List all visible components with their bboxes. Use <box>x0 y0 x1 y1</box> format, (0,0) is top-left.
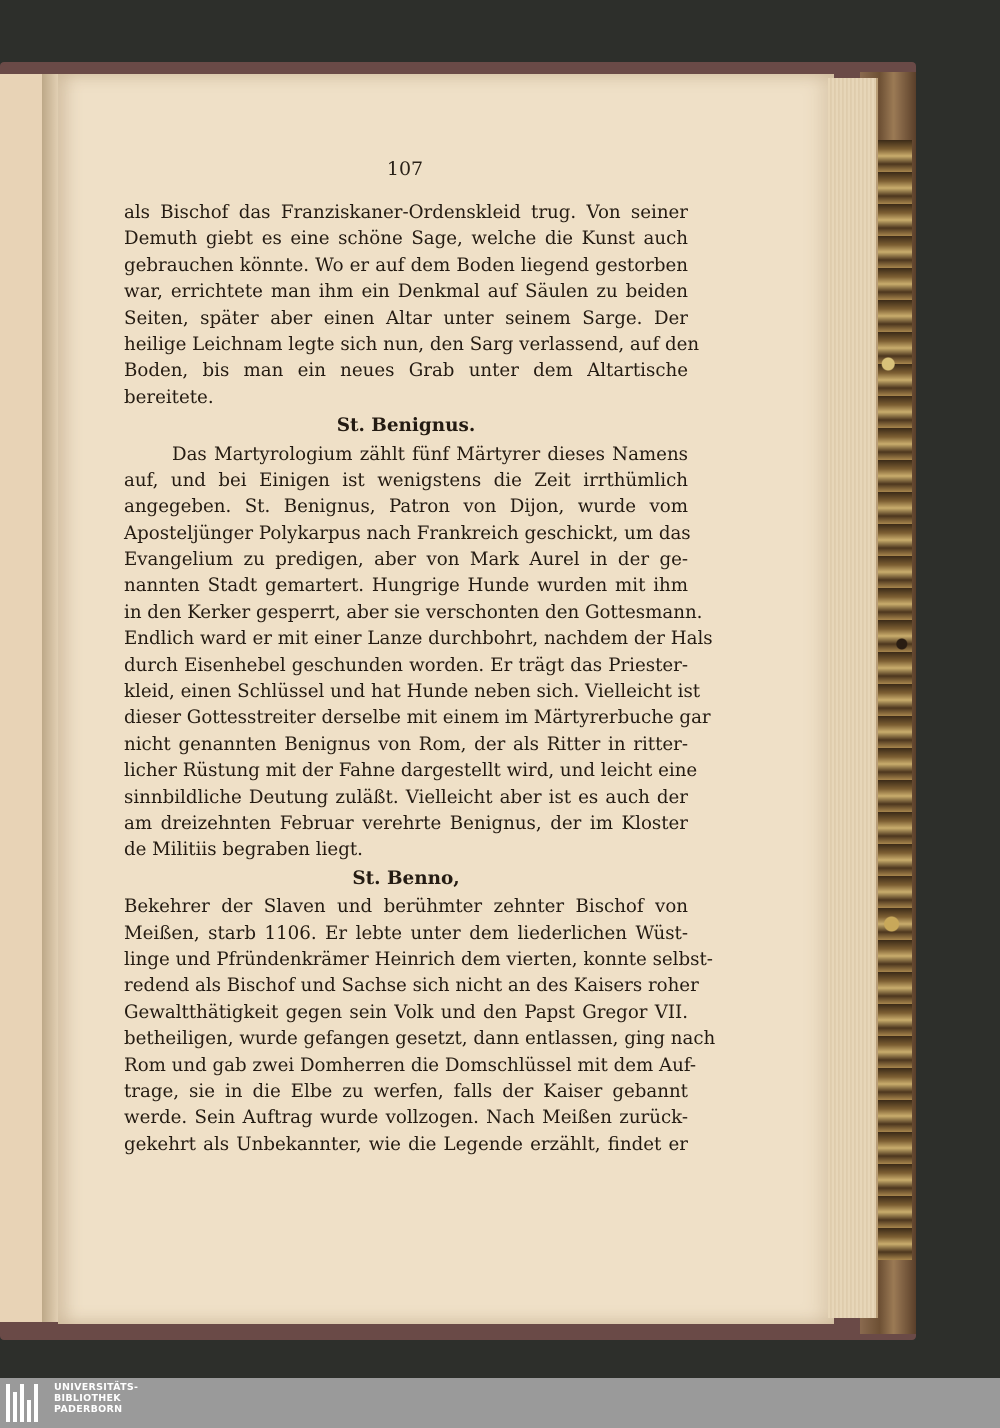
text-line: Boden, bis man ein neues Grab unter dem Altartische <box>124 360 688 382</box>
text-line: in den Kerker gesperrt, aber sie verschonten den Gottesmann. <box>124 601 703 623</box>
text-line: Das Martyrologium zählt fünf Märtyrer dieses Namens <box>172 443 688 465</box>
library-footer-bar <box>0 1378 1000 1428</box>
text-line: werde. Sein Auftrag wurde vollzogen. Nach Meißen zurück- <box>124 1107 688 1129</box>
text-line: Apostelјünger Polykarpus nach Frankreich geschickt, um das <box>124 522 691 544</box>
text-line: nannten Stadt gemartert. Hungrige Hunde wurden mit ihm <box>124 575 688 597</box>
text-line: Endlich ward er mit einer Lanze durchbohrt, nachdem der Hals <box>124 628 713 650</box>
text-line: war, errichtete man ihm ein Denkmal auf Säulen zu beiden <box>124 281 688 303</box>
text-line: Gewaltthätigkeit gegen sein Volk und den Papst Gregor VII. <box>124 1001 688 1023</box>
text-line: heilige Leichnam legte sich nun, den Sarg verlassend, auf den <box>124 333 700 355</box>
text-line: Meißen, starb 1106. Er lebte unter dem liederlichen Wüst- <box>124 922 688 944</box>
logo-line: UNIVERSITÄTS- <box>54 1382 139 1393</box>
text-line: durch Eisenhebel geschunden worden. Er trägt das Priester- <box>124 654 688 676</box>
text-line: nicht genannten Benignus von Rom, der als Ritter in ritter- <box>124 733 688 755</box>
text-line: Seiten, später aber einen Altar unter seinem Sarge. Der <box>124 307 688 329</box>
previous-page-edge <box>0 74 44 1322</box>
text-line: dieser Gottesstreiter derselbe mit einem im Märtyrerbuche gar <box>124 707 711 729</box>
text-line: trage, sie in die Elbe zu werfen, falls der Kaiser gebannt <box>124 1080 688 1102</box>
text-line: Rom und gab zwei Domherren die Domschlüssel mit dem Auf- <box>124 1054 697 1076</box>
page-edges <box>828 78 878 1318</box>
text-line: als Bischof das Franziskaner-Ordenskleid trug. Von seiner <box>124 202 688 223</box>
text-line: am dreizehnten Februar verehrte Benignus, der im Kloster <box>124 812 688 834</box>
library-logo-text <box>54 1382 138 1415</box>
page-text <box>124 200 716 1158</box>
marbled-edge <box>878 140 912 1260</box>
text-line: Evangelium zu predigen, aber von Mark Aurel in der ge- <box>124 549 688 571</box>
text-line: de Militiis begraben liegt. <box>124 839 363 861</box>
text-line: gebrauchen könnte. Wo er auf dem Boden liegend gestorben <box>124 254 688 276</box>
text-line: licher Rüstung mit der Fahne dargestellt wird, und leicht eine <box>124 760 698 782</box>
text-line: linge und Pfründenkrämer Heinrich dem vierten, konnte selbst- <box>124 948 713 970</box>
text-line: Demuth giebt es eine schöne Sage, welche die Kunst auch <box>124 228 688 250</box>
text-line: gekehrt als Unbekannter, wie die Legende erzählt, findet er <box>124 1133 688 1155</box>
section-heading-benignus: St. Benignus. <box>336 415 476 437</box>
library-logo-icon <box>6 1384 46 1422</box>
text-line: kleid, einen Schlüssel und hat Hunde neben sich. Vielleicht ist <box>124 681 701 703</box>
text-block-2 <box>124 442 713 864</box>
section-heading-benno: St. Benno, <box>352 867 460 889</box>
text-line: angegeben. St. Benignus, Patron von Dijon, wurde vom <box>124 496 688 518</box>
text-line: Bekehrer der Slaven und berühmter zehnter Bischof von <box>124 896 688 918</box>
text-line: redend als Bischof und Sachse sich nicht an des Kaisers roher <box>124 975 699 997</box>
text-line: betheiligen, wurde gefangen gesetzt, dann entlassen, ging nach <box>124 1028 716 1050</box>
page-number: 107 <box>386 158 424 180</box>
text-block-1 <box>124 200 700 411</box>
logo-line: BIBLIOTHEK <box>54 1393 121 1404</box>
text-block-3 <box>124 894 716 1158</box>
text-line: sinnbildliche Deutung zuläßt. Vielleicht aber ist es auch der <box>124 786 688 808</box>
text-line: bereitete. <box>124 386 214 408</box>
logo-line: PADERBORN <box>54 1404 123 1415</box>
text-line: auf, und bei Einigen ist wenigstens die Zeit irrthümlich <box>124 469 688 491</box>
